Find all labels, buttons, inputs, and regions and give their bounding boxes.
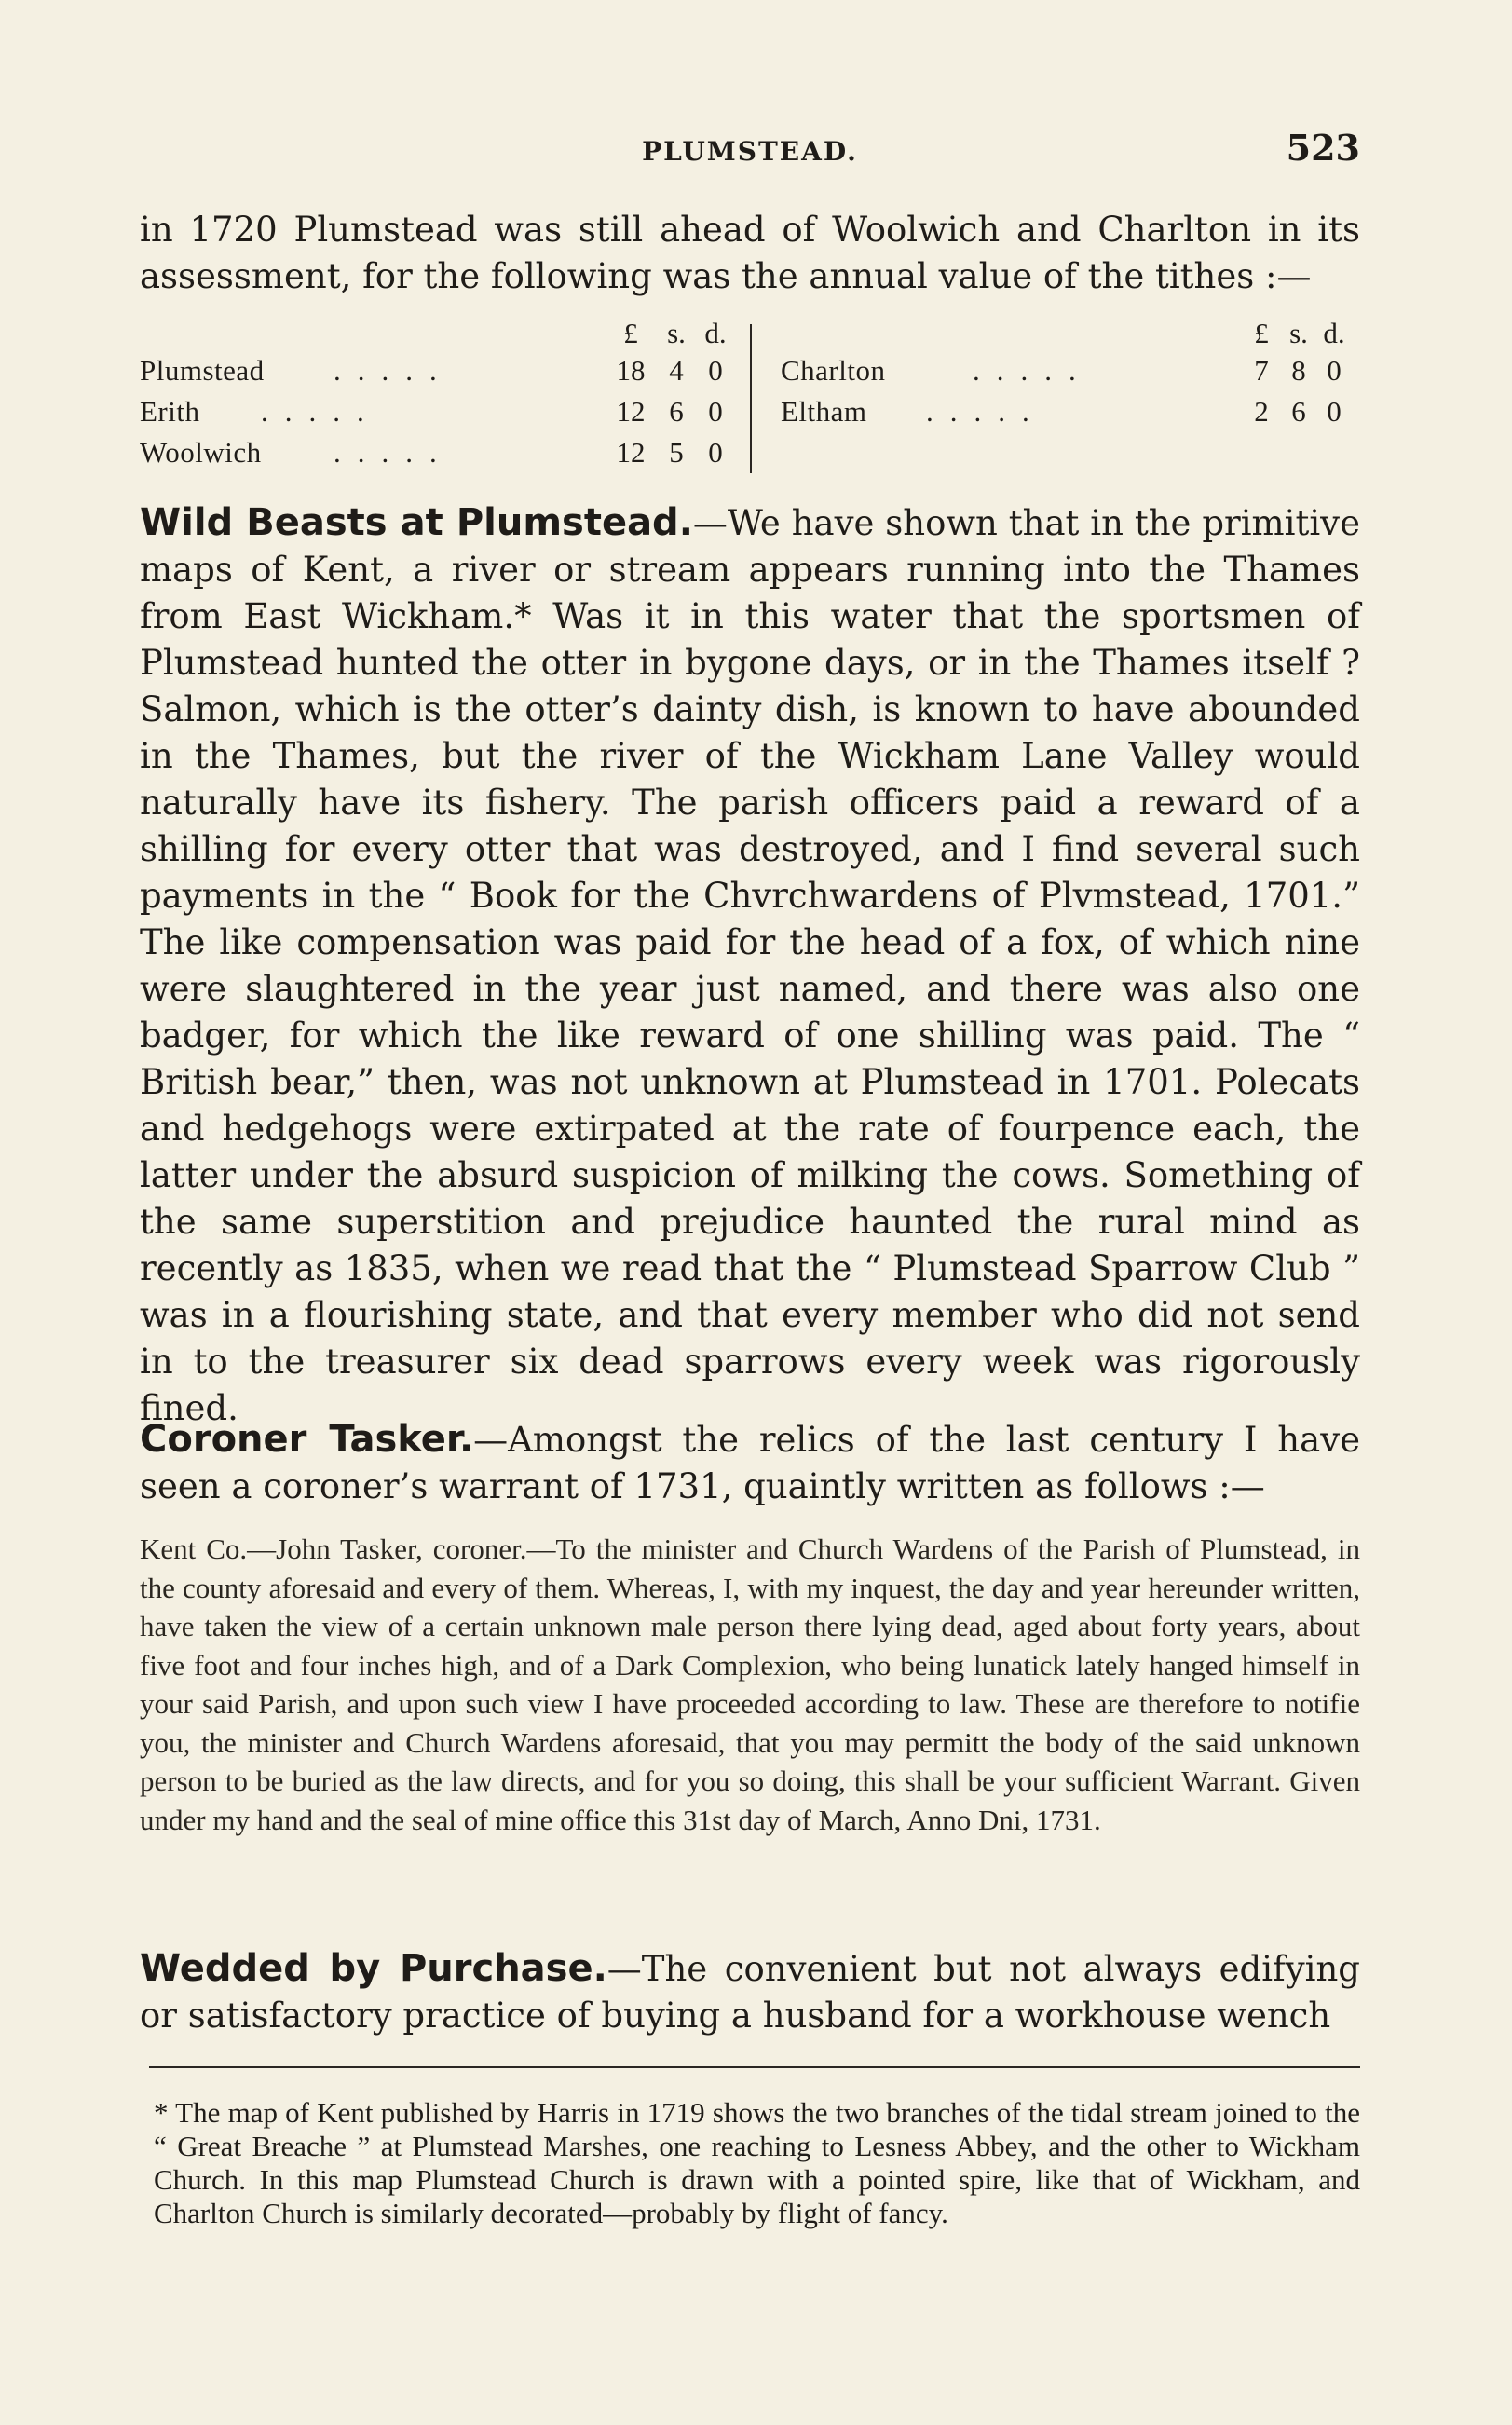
tithe-row (140, 354, 750, 395)
coroner-warrant-quote: Kent Co.—John Tasker, coroner.—To the minister and Church Wardens of the Parish of Plumstead, in the county aforesaid and every of them. Whereas, I, with my inquest, the day and year hereunder written, have taken the view of a certain unknown male person there lying dead, aged about forty years, about five foot and four inches high, and of a Dark Complexion, who being lunatick lately hanged himself in your said Parish, and upon such view I have proceeded according to law. These are therefore to notifie you, the minister and Church Wardens aforesaid, that you may permitt the body of the said unknown person to be buried as the law directs, and for you so doing, this shall be your sufficient Warrant. Given under my hand and the seal of mine office this 31st day of March, Anno Dni, 1731. (140, 1533, 1360, 1836)
pence-value: 0 (1327, 395, 1342, 428)
shillings-value: 6 (669, 395, 684, 428)
place-name: Eltham (781, 395, 867, 428)
section-wild-beasts (140, 499, 1360, 1432)
footnote: * The map of Kent published by Harris in 1719 shows the two branches of the tidal stream joined to the “ Great Breache ” at Plumstead Marshes, one reaching to Lesness Abbey, and the other to Wickham Church. In this map Plumstead Church is drawn with a pointed spire, like that of Wickham, and Charlton Church is similarly decorated—probably by flight of fancy. (154, 2096, 1360, 2229)
place-name: Charlton (781, 354, 886, 387)
section-wedded (140, 1945, 1360, 2039)
shillings-value: 5 (669, 436, 684, 469)
running-title: PLUMSTEAD. (642, 136, 858, 167)
tithes-table (140, 317, 1360, 475)
place-name: Plumstead (140, 354, 265, 387)
leader-dots: ..... (973, 354, 1093, 387)
section-body: —We have shown that in the primitive maps of Kent, a river or stream appears running into the Thames from East Wickham.* Was it in this water that the sportsmen of Plumstead hunted the otter in bygone days, or in the Thames itself ? Salmon, which is the otter’s dainty dish, is known to have abounded in the Thames, but the river of the Wickham Lane Valley would naturally have its fishery. The parish officers paid a reward of a shilling for every otter that was destroyed, and I find several such payments in the “ Book for the Chvrchwardens of Plvmstead, 1701.” The like compensation was paid for the head of a fox, of which nine were slaughtered in the year just named, and there was also one badger, for which the like reward of one shilling was paid. The “ British bear,” then, was not unknown at Plumstead in 1701. Polecats and hedgehogs were extirpated at the rate of fourpence each, the latter under the absurd suspicion of milking the cows. Something of the same superstition and prejudice haunted the rural mind as recently as 1835, when we read that the “ Plumstead Sparrow Club ” was in a flourishing state, and that every member who did not send in to the treasurer six dead sparrows every week was rigorously fined. (140, 503, 1360, 1428)
pence-value: 0 (1327, 354, 1342, 387)
col-pence: d. (704, 317, 727, 349)
shillings-value: 6 (1291, 395, 1306, 428)
shillings-value: 4 (669, 354, 684, 387)
intro-paragraph: in 1720 Plumstead was still ahead of Woolwich and Charlton in its assessment, for the following was the annual value of the tithes :— (140, 210, 1360, 296)
section-heading: Wedded by Purchase. (140, 1947, 607, 1990)
pounds-value: 12 (616, 436, 646, 469)
pounds-value: 7 (1254, 354, 1269, 387)
section-heading: Wild Beasts at Plumstead. (140, 501, 693, 544)
section-body: —The convenient but not always edifying or satisfactory practice of buying a husband for a workhouse wench (140, 1949, 1360, 2036)
pence-value: 0 (708, 354, 723, 387)
shillings-value: 8 (1291, 354, 1306, 387)
tithes-right-header (758, 317, 1360, 354)
pounds-value: 2 (1254, 395, 1269, 428)
tithe-row (140, 395, 750, 436)
tithes-left-header (140, 317, 750, 354)
place-name: Woolwich (140, 436, 262, 469)
leader-dots: ..... (926, 395, 1046, 428)
tithe-row (758, 354, 1360, 395)
pence-value: 0 (708, 436, 723, 469)
pounds-value: 18 (616, 354, 646, 387)
tithe-row (758, 395, 1360, 436)
table-divider (750, 324, 752, 473)
tithes-left-column (140, 317, 750, 470)
col-pounds: £ (1254, 317, 1269, 349)
col-shillings: s. (667, 317, 686, 349)
footnote-rule (149, 2066, 1360, 2068)
page-number: 523 (1286, 127, 1360, 169)
col-pounds: £ (623, 317, 638, 349)
tithe-row (140, 436, 750, 477)
leader-dots: ..... (261, 395, 381, 428)
pence-value: 0 (708, 395, 723, 428)
leader-dots: ..... (334, 436, 454, 469)
pounds-value: 12 (616, 395, 646, 428)
col-pence: d. (1323, 317, 1345, 349)
place-name: Erith (140, 395, 200, 428)
tithes-right-column (758, 317, 1360, 470)
section-coroner (140, 1416, 1360, 1510)
section-heading: Coroner Tasker. (140, 1418, 474, 1461)
col-shillings: s. (1289, 317, 1308, 349)
leader-dots: ..... (334, 354, 454, 387)
section-body: —Amongst the relics of the last century I have seen a coroner’s warrant of 1731, quaintly written as follows :— (140, 1420, 1360, 1506)
page-header (140, 123, 1360, 179)
